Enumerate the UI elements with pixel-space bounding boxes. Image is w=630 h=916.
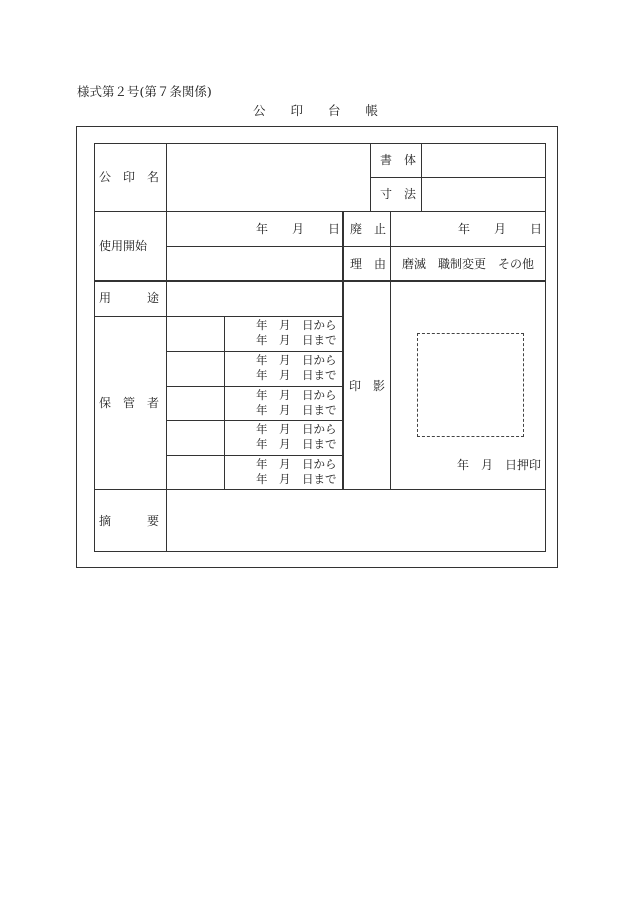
- custodian-period-from: 年 月 日から: [256, 457, 337, 471]
- seal-impression-label: 印 影: [349, 379, 386, 393]
- seal-name-field[interactable]: [168, 145, 368, 209]
- seal-impression-box[interactable]: [417, 333, 524, 437]
- custodian-period-from: 年 月 日から: [256, 388, 337, 402]
- custodian-period-to: 年 月 日まで: [256, 403, 337, 417]
- size-field[interactable]: [423, 179, 543, 210]
- custodian-name-field[interactable]: [168, 422, 223, 454]
- abolish-date-field[interactable]: 年 月 日: [458, 222, 543, 236]
- font-style-field[interactable]: [423, 145, 543, 176]
- purpose-field[interactable]: [168, 283, 340, 315]
- custodian-name-field[interactable]: [168, 353, 223, 385]
- font-style-label: 書 体: [380, 153, 417, 167]
- custodian-period-to: 年 月 日まで: [256, 333, 337, 347]
- custodian-period-to: 年 月 日まで: [256, 472, 337, 486]
- start-use-label: 使用開始: [99, 239, 148, 253]
- remarks-label: 摘 要: [99, 514, 160, 528]
- stamp-date-label: 年 月 日押印: [457, 458, 542, 472]
- custodian-period-from: 年 月 日から: [256, 318, 337, 332]
- custodian-label: 保 管 者: [99, 396, 160, 410]
- custodian-name-field[interactable]: [168, 318, 223, 350]
- custodian-period-from: 年 月 日から: [256, 353, 337, 367]
- purpose-label: 用 途: [99, 291, 160, 305]
- reason-label: 理 由: [350, 257, 387, 271]
- start-date-field[interactable]: 年 月 日: [256, 222, 341, 236]
- seal-name-label: 公 印 名: [99, 170, 160, 184]
- remarks-field[interactable]: [168, 491, 544, 550]
- custodian-name-field[interactable]: [168, 457, 223, 488]
- custodian-period-to: 年 月 日まで: [256, 368, 337, 382]
- custodian-period-from: 年 月 日から: [256, 422, 337, 436]
- page-title: 公 印 台 帳: [253, 103, 379, 118]
- abolish-label: 廃 止: [350, 222, 387, 236]
- size-label: 寸 法: [380, 187, 417, 201]
- form-number: 様式第２号(第７条関係): [77, 84, 212, 99]
- custodian-name-field[interactable]: [168, 388, 223, 419]
- reason-options[interactable]: 磨滅 職制変更 その他: [402, 257, 535, 271]
- custodian-period-to: 年 月 日まで: [256, 437, 337, 451]
